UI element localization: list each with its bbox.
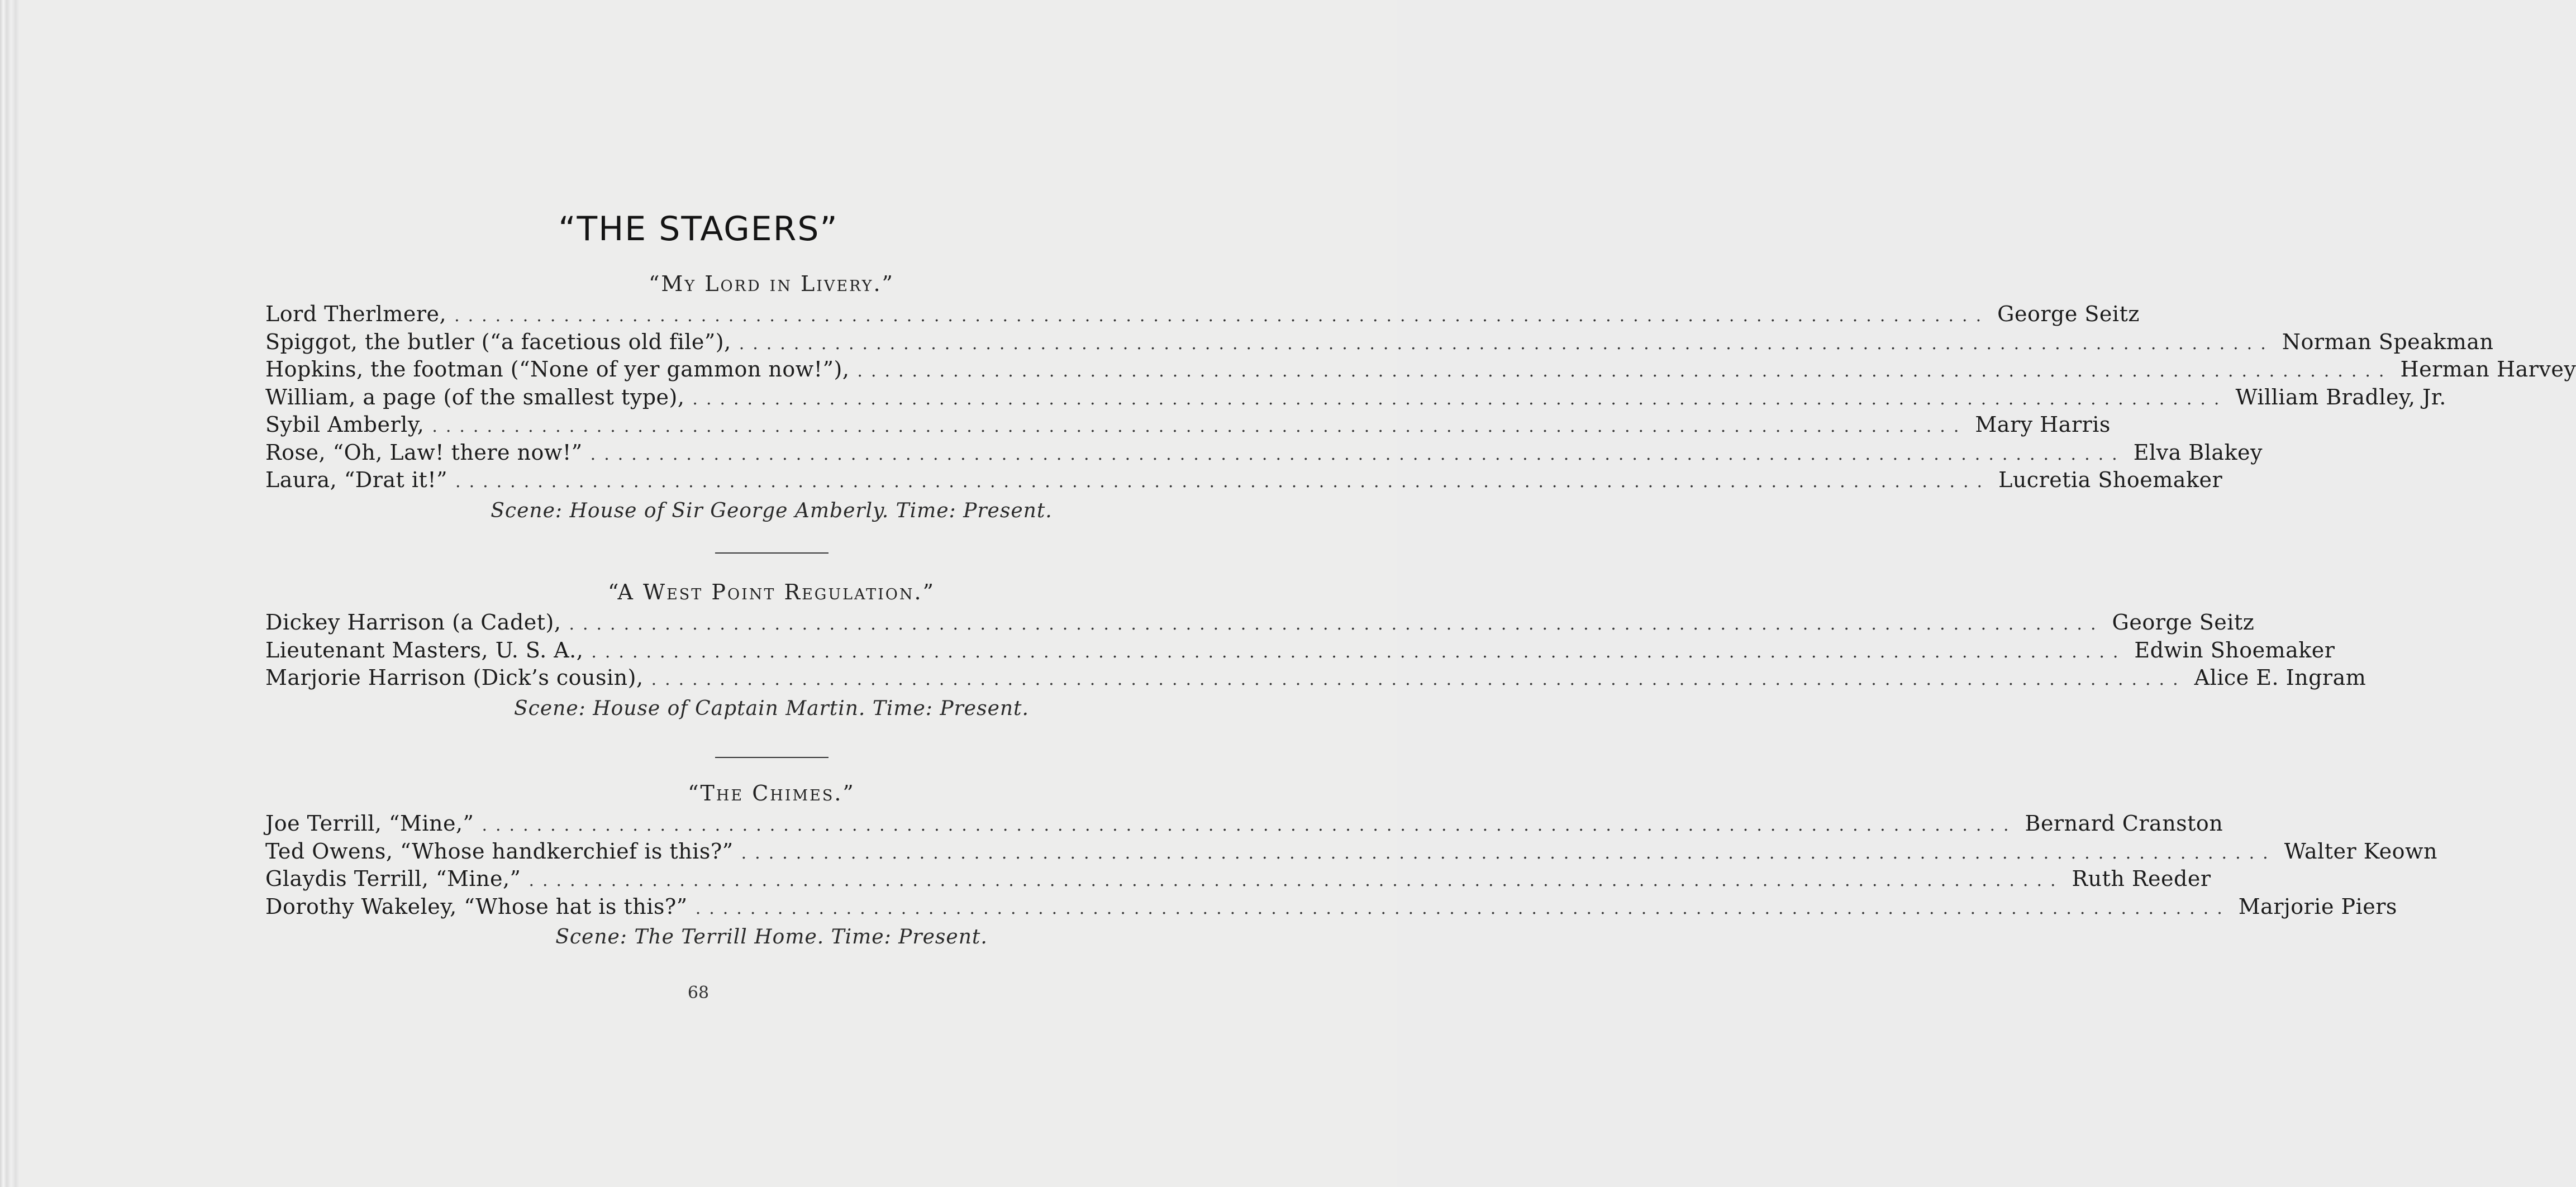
cast-role: Glaydis Terrill, “Mine,” (265, 866, 521, 891)
cast-role: Spiggot, the butler (“a facetious old file”), (265, 329, 731, 354)
dot-leader: ................................................................................................................ (857, 361, 2393, 381)
play-title: “The Chimes.” (688, 781, 855, 805)
cast-row (265, 356, 2576, 384)
cast-actor: Bernard Cranston (2025, 811, 2223, 836)
dot-leader: ................................................................................................................ (482, 816, 2017, 835)
cast-role: Joe Terrill, “Mine,” (265, 811, 474, 836)
cast-row (265, 609, 2255, 637)
page-title: “THE STAGERS” (558, 209, 839, 249)
cast-row (265, 637, 2335, 665)
cast-row (265, 411, 2111, 439)
cast-role: Laura, “Drat it!” (265, 468, 448, 492)
dot-leader: ................................................................................................................ (590, 444, 2126, 464)
cast-row (265, 328, 2494, 356)
cast-actor: George Seitz (1997, 302, 2140, 326)
section-divider (715, 757, 828, 758)
play-section-the-chimes (265, 776, 2437, 954)
cast-actor: Ruth Reeder (2072, 866, 2211, 891)
dot-leader: ................................................................................................................ (528, 871, 2064, 890)
cast-actor: William Bradley, Jr. (2235, 384, 2446, 409)
section-divider (715, 552, 828, 554)
dot-leader: ................................................................................................................ (651, 670, 2187, 689)
cast-role: Dorothy Wakeley, “Whose hat is this?” (265, 894, 688, 919)
cast-actor: Lucretia Shoemaker (1998, 468, 2223, 492)
dot-leader: ................................................................................................................ (454, 306, 1990, 326)
cast-actor: Mary Harris (1975, 412, 2111, 437)
scene-line: Scene: House of Sir George Amberly. Time: Present. (491, 499, 1053, 522)
cast-row (265, 439, 2263, 467)
page-binding-edge (0, 0, 19, 1187)
cast-row (265, 466, 2223, 494)
cast-row (265, 838, 2437, 866)
play-title: “A West Point Regulation.” (607, 580, 936, 604)
scene-line: Scene: House of Captain Martin. Time: Present. (514, 697, 1029, 720)
dot-leader: ................................................................................................................ (739, 333, 2274, 354)
cast-actor: Norman Speakman (2282, 329, 2494, 354)
dot-leader: ................................................................................................................ (591, 642, 2127, 662)
cast-role: Marjorie Harrison (Dick’s cousin), (265, 665, 644, 690)
dot-leader: ................................................................................................................ (692, 389, 2228, 409)
dot-leader: ................................................................................................................ (569, 614, 2104, 634)
cast-actor: Herman Harvey (2400, 357, 2576, 382)
cast-role: Ted Owens, “Whose handkerchief is this?” (265, 838, 734, 864)
cast-row (265, 384, 2446, 412)
cast-actor: Edwin Shoemaker (2134, 637, 2335, 662)
play-title: “My Lord in Livery.” (649, 271, 894, 296)
play-section-my-lord-in-livery (265, 267, 2576, 528)
play-section-west-point-regulation (265, 575, 2367, 726)
cast-role: Dickey Harrison (a Cadet), (265, 610, 561, 635)
cast-role: William, a page (of the smallest type), (265, 384, 685, 409)
cast-role: Rose, “Oh, Law! there now!” (265, 440, 583, 465)
cast-row (265, 301, 2140, 328)
cast-actor: Alice E. Ingram (2194, 665, 2367, 690)
cast-actor: George Seitz (2112, 610, 2255, 635)
cast-actor: Walter Keown (2284, 838, 2437, 864)
cast-row (265, 664, 2367, 692)
cast-actor: Elva Blakey (2133, 440, 2263, 465)
dot-leader: ................................................................................................................ (455, 472, 1991, 492)
cast-actor: Marjorie Piers (2238, 894, 2397, 919)
dot-leader: ................................................................................................................ (432, 417, 1968, 436)
page-number: 68 (687, 983, 710, 1003)
cast-row (265, 865, 2211, 893)
cast-role: Hopkins, the footman (“None of yer gammon now!”), (265, 357, 850, 382)
cast-row (265, 893, 2397, 921)
cast-row (265, 810, 2223, 838)
cast-role: Sybil Amberly, (265, 412, 425, 437)
dot-leader: ................................................................................................................ (695, 898, 2231, 918)
scene-line: Scene: The Terrill Home. Time: Present. (555, 926, 988, 948)
cast-role: Lord Therlmere, (265, 302, 447, 326)
dot-leader: ................................................................................................................ (741, 843, 2277, 863)
cast-role: Lieutenant Masters, U. S. A., (265, 637, 584, 662)
